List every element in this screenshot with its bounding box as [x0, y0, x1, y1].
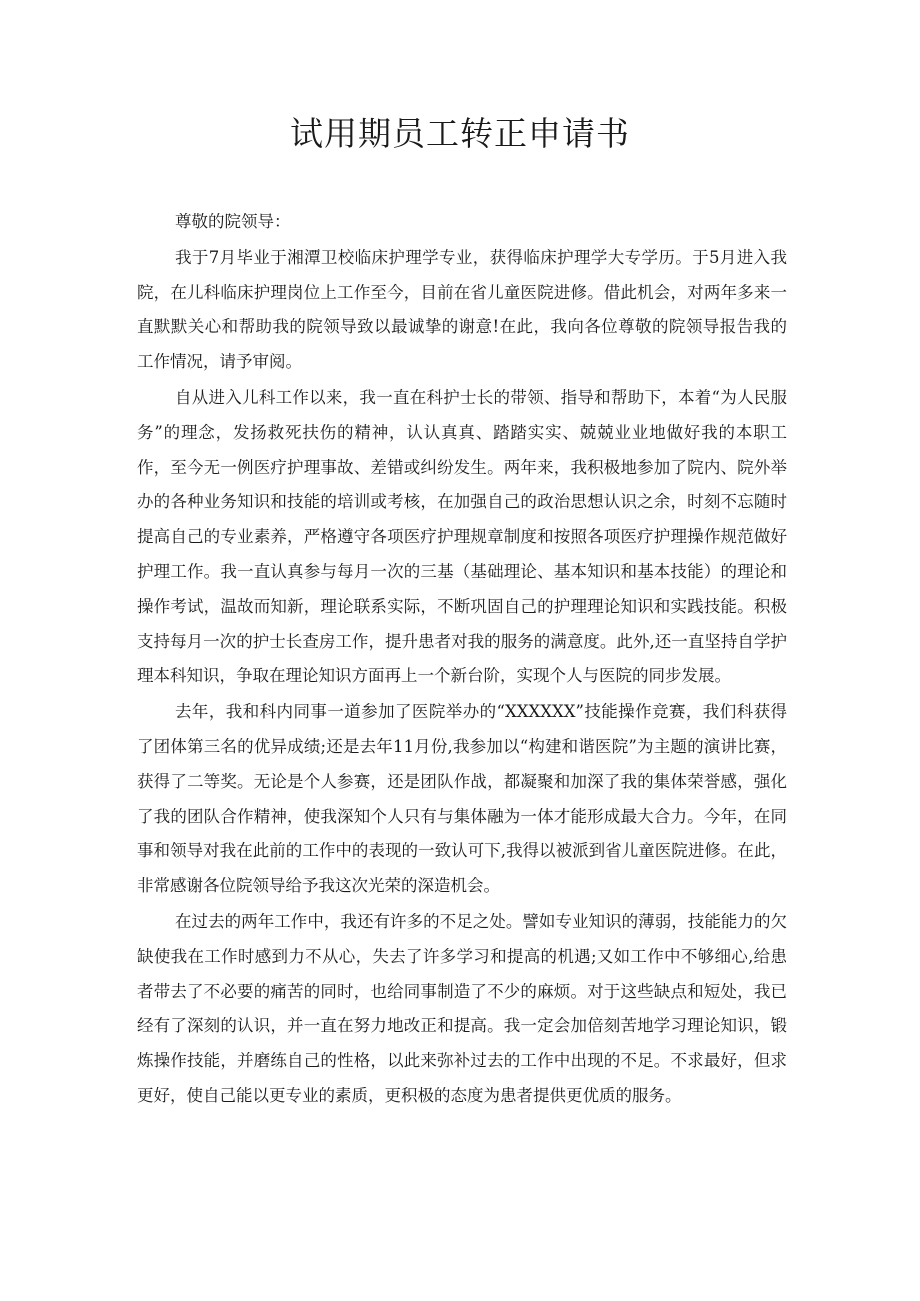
document-title: 试用期员工转正申请书	[290, 114, 630, 153]
document-body	[137, 205, 787, 1114]
paragraph-achievements: 去年，我和科内同事一道参加了医院举办的“XXXXXX”技能操作竞赛，我们科获得了团体第三名的优异成绩;还是去年11月份,我参加以“构建和谐医院”为主题的演讲比赛，获得了二等奖。无论是个人参赛，还是团队作战，都凝聚和加深了我的集体荣誉感，强化了我的团队合作精神，使我深知个人只有与集体融为一体才能形成最大合力。今年，在同事和领导对我在此前的工作中的表现的一致认可下,我得以被派到省儿童医院进修。在此，非常感谢各位院领导给予我这次光荣的深造机会。	[137, 702, 787, 896]
paragraph-shortcomings: 在过去的两年工作中，我还有许多的不足之处。譬如专业知识的薄弱，技能能力的欠缺使我在工作时感到力不从心，失去了许多学习和提高的机遇;又如工作中不够细心,给患者带去了不必要的痛苦的同时，也给同事制造了不少的麻烦。对于这些缺点和短处，我已经有了深刻的认识，并一直在努力地改正和提高。我一定会加倍刻苦地学习理论知识，锻炼操作技能，并磨练自己的性格，以此来弥补过去的工作中出现的不足。不求最好，但求更好，使自己能以更专业的素质，更积极的态度为患者提供更优质的服务。	[137, 911, 787, 1105]
paragraph-introduction: 我于7月毕业于湘潭卫校临床护理学专业，获得临床护理学大专学历。于5月进入我院，在儿科临床护理岗位上工作至今，目前在省儿童医院进修。借此机会，对两年多来一直默默关心和帮助我的院领导致以最诚挚的谢意!在此，我向各位尊敬的院领导报告我的工作情况，请予审阅。	[137, 247, 787, 372]
paragraph-work-summary: 自从进入儿科工作以来，我一直在科护士长的带领、指导和帮助下，本着“为人民服务”的理念，发扬救死扶伤的精神，认认真真、踏踏实实、兢兢业业地做好我的本职工作，至今无一例医疗护理事故、差错或纠纷发生。两年来，我积极地参加了院内、院外举办的各种业务知识和技能的培训或考核，在加强自己的政治思想认识之余，时刻不忘随时提高自己的专业素养，严格遵守各项医疗护理规章制度和按照各项医疗护理操作规范做好护理工作。我一直认真参与每月一次的三基（基础理论、基本知识和基本技能）的理论和操作考试，温故而知新，理论联系实际，不断巩固自己的护理理论知识和实践技能。积极支持每月一次的护士长查房工作，提升患者对我的服务的满意度。此外,还一直坚持自学护理本科知识，争取在理论知识方面再上一个新台阶，实现个人与医院的同步发展。	[137, 387, 787, 686]
salutation: 尊敬的院领导：	[175, 212, 291, 231]
